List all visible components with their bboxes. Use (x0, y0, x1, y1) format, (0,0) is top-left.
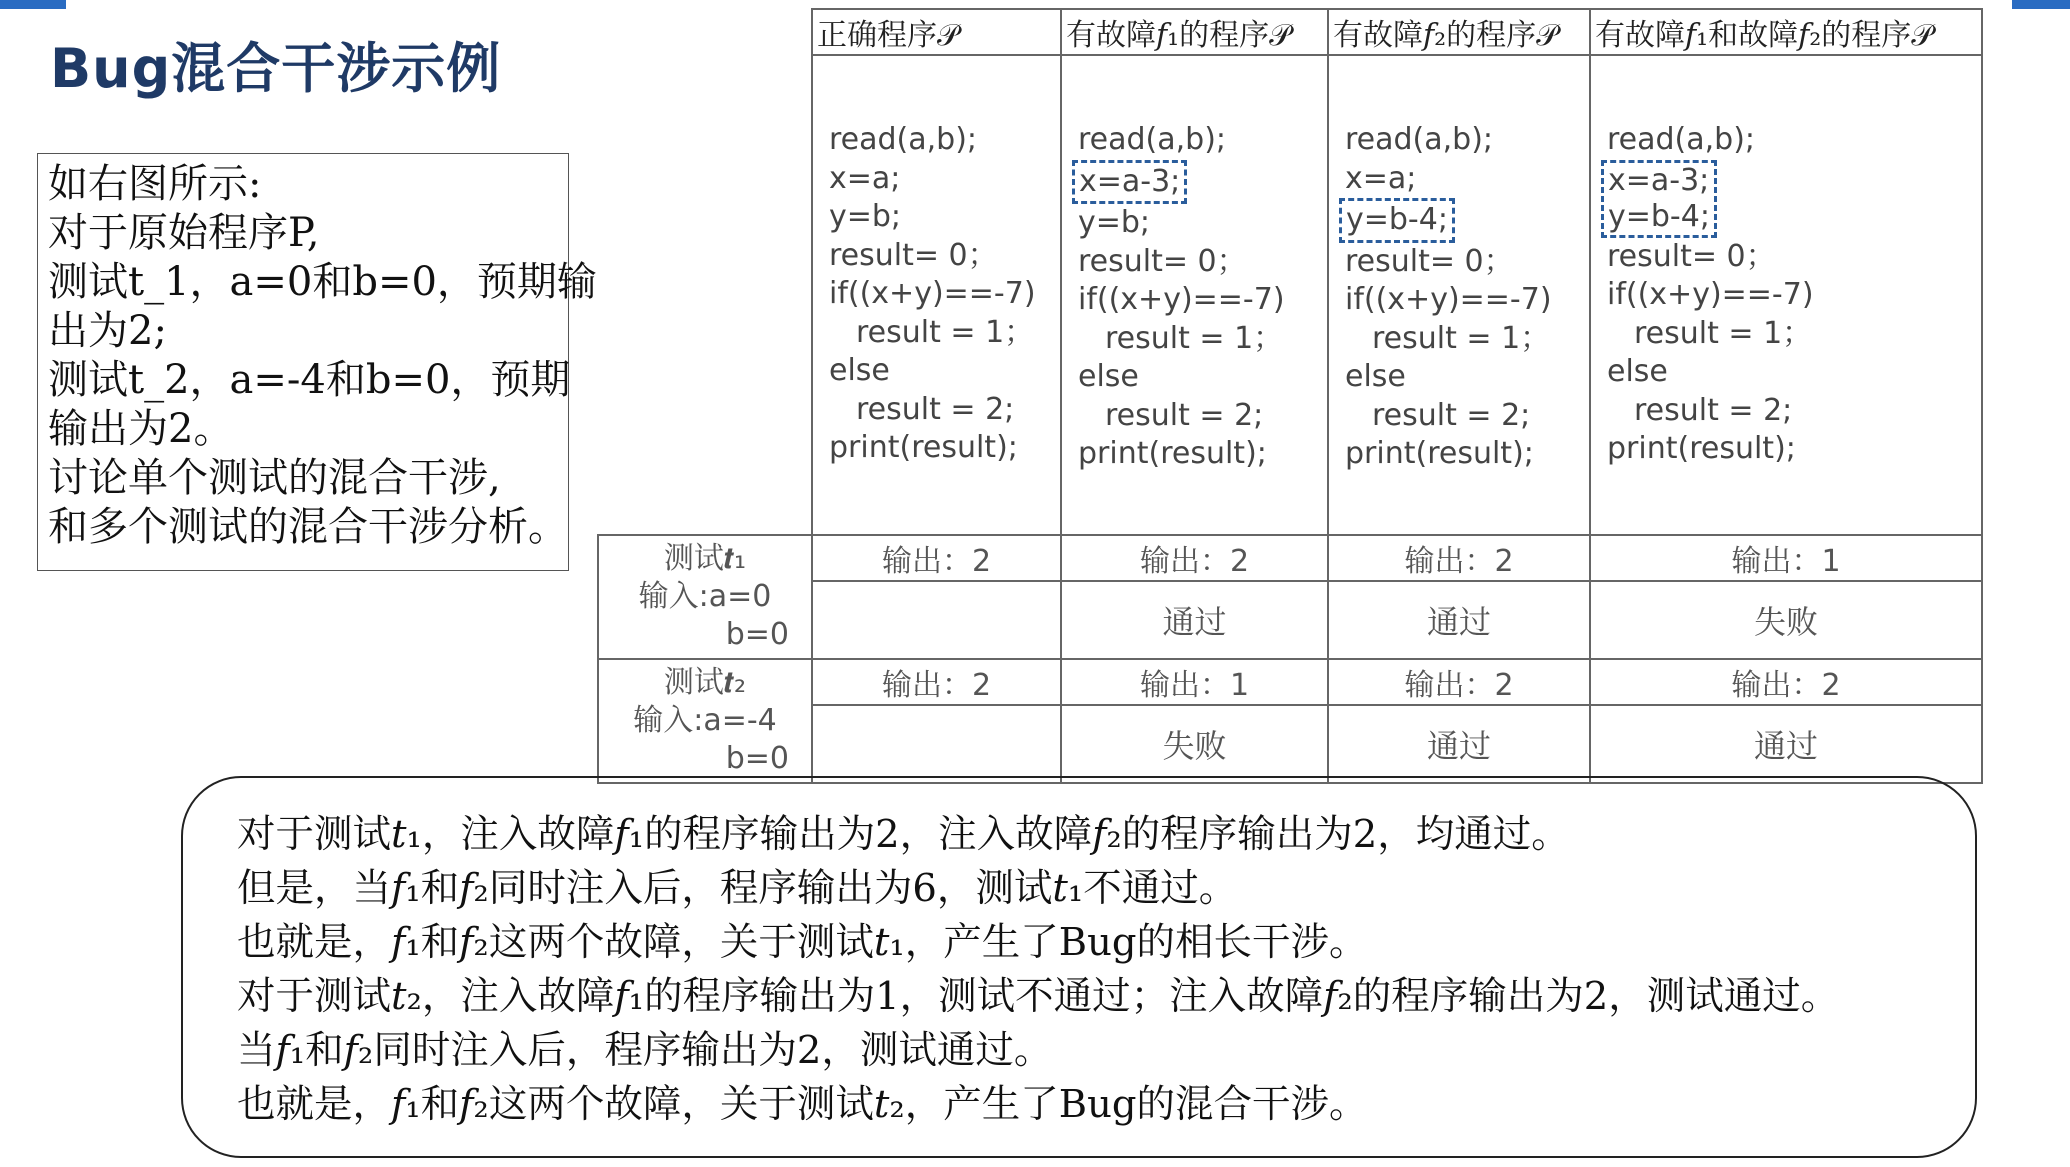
top-right-accent-bar (2012, 0, 2070, 9)
code-line: result = 1； (856, 314, 1035, 350)
code-line: result = 2; (856, 391, 1015, 427)
test2-output-correct: 输出：2 (812, 659, 1061, 705)
test2-input-a: 输入:a=-4 (633, 703, 777, 738)
test1-result-correct (812, 581, 1061, 659)
description-line: 和多个测试的混合干涉分析。 (48, 504, 568, 550)
test1-output-f1: 输出：2 (1061, 535, 1328, 581)
summary-line: 对于测试𝑡₁，注入故障𝑓₁的程序输出为2，注入故障𝑓₂的程序输出为2，均通过。 (237, 812, 1570, 857)
test2-label (598, 659, 812, 783)
description-line: 讨论单个测试的混合干涉, (48, 455, 501, 501)
test1-output-correct: 输出：2 (812, 535, 1061, 581)
test2-output-f1: 输出：1 (1061, 659, 1328, 705)
code-line: else (1345, 359, 1406, 394)
code-fault-f2-program (1328, 55, 1590, 535)
code-line: print(result); (829, 430, 1018, 465)
summary-line: 也就是，𝑓₁和𝑓₂这两个故障，关于测试𝑡₁，产生了Bug的相长干涉。 (237, 920, 1368, 965)
test2-output-f2: 输出：2 (1328, 659, 1590, 705)
code-line: if((x+y)==-7) (1345, 282, 1552, 317)
code-correct-program (812, 55, 1061, 535)
code-line: result = 1； (1372, 320, 1551, 356)
code-line: result = 1； (1634, 315, 1813, 351)
summary-box (181, 776, 1977, 1158)
description-box (37, 153, 597, 571)
code-line: print(result); (1078, 436, 1267, 471)
description-line: 输出为2。 (48, 406, 234, 452)
summary-line: 但是，当𝑓₁和𝑓₂同时注入后，程序输出为6，测试𝑡₁不通过。 (237, 866, 1238, 911)
test2-output-f1-f2: 输出：2 (1590, 659, 1982, 705)
code-line: read(a,b); (1078, 122, 1227, 157)
test2-result-correct (812, 705, 1061, 783)
header-fault-f1-program: 有故障𝑓₁的程序𝒫 (1061, 9, 1328, 55)
table-corner-blank (598, 9, 812, 535)
code-line: print(result); (1607, 431, 1796, 466)
test1-result-f1-f2: 失败 (1590, 581, 1982, 659)
test1-output-f2: 输出：2 (1328, 535, 1590, 581)
fault-f1-highlight: x=a-3; (1072, 160, 1187, 205)
description-line: 测试t_1，a=0和b=0，预期输 (48, 259, 597, 305)
code-line: result= 0； (1345, 243, 1514, 279)
code-line: else (1607, 354, 1668, 389)
summary-line: 当𝑓₁和𝑓₂同时注入后，程序输出为2，测试通过。 (237, 1028, 1053, 1073)
code-line: if((x+y)==-7) (829, 276, 1036, 311)
test2-result-f1-f2: 通过 (1590, 705, 1982, 783)
test1-name: 测试𝒕₁ (663, 541, 747, 576)
fault-f2-highlight: y=b-4; (1339, 198, 1455, 243)
code-line: x=a; (829, 160, 901, 196)
code-line: x=a; (1345, 160, 1417, 196)
code-line: result= 0； (1607, 238, 1776, 274)
code-line: read(a,b); (1345, 122, 1494, 157)
header-fault-f1-f2-program: 有故障𝑓₁和故障𝑓₂的程序𝒫 (1590, 9, 1982, 55)
code-line: result = 2; (1105, 397, 1264, 433)
test2-input-b: b=0 (725, 741, 789, 776)
description-line: 如右图所示: (48, 161, 262, 207)
code-fault-f1-program (1061, 55, 1328, 535)
test2-name: 测试𝒕₂ (663, 665, 747, 700)
test1-result-f2: 通过 (1328, 581, 1590, 659)
slide-title: Bug混合干涉示例 (50, 37, 502, 100)
test1-input-a: 输入:a=0 (638, 579, 772, 614)
summary-line: 也就是，𝑓₁和𝑓₂这两个故障，关于测试𝑡₂，产生了Bug的混合干涉。 (237, 1082, 1368, 1127)
description-line: 测试t_2，a=-4和b=0，预期 (48, 357, 571, 403)
code-line: print(result); (1345, 436, 1534, 471)
code-line: y=b-4; (1608, 198, 1710, 234)
code-line: result= 0； (1078, 243, 1247, 279)
test1-output-f1-f2: 输出：1 (1590, 535, 1982, 581)
top-left-accent-bar (0, 0, 66, 9)
test1-input-b: b=0 (725, 617, 789, 652)
test2-result-f1: 失败 (1061, 705, 1328, 783)
code-line: read(a,b); (829, 122, 978, 157)
description-line: 出为2; (48, 308, 167, 354)
fault-f1-f2-highlight (1601, 160, 1717, 238)
header-fault-f2-program: 有故障𝑓₂的程序𝒫 (1328, 9, 1590, 55)
code-line: result = 2; (1634, 392, 1793, 428)
code-line: if((x+y)==-7) (1607, 277, 1814, 312)
test1-label (598, 535, 812, 659)
code-line: if((x+y)==-7) (1078, 282, 1285, 317)
code-line: result = 2; (1372, 397, 1531, 433)
summary-line: 对于测试𝑡₂，注入故障𝑓₁的程序输出为1，测试不通过；注入故障𝑓₂的程序输出为2，测试通过。 (237, 974, 1840, 1019)
description-line: 对于原始程序P, (48, 210, 320, 256)
code-line: y=b; (1078, 205, 1151, 240)
test2-result-f2: 通过 (1328, 705, 1590, 783)
code-line: result= 0； (829, 237, 998, 273)
code-line: else (829, 353, 890, 388)
code-line: y=b; (829, 199, 902, 234)
program-comparison-table (597, 8, 1983, 784)
header-correct-program: 正确程序𝒫 (812, 9, 1061, 55)
code-fault-f1-f2-program (1590, 55, 1982, 535)
code-line: x=a-3; (1608, 162, 1710, 198)
test1-result-f1: 通过 (1061, 581, 1328, 659)
code-line: else (1078, 359, 1139, 394)
code-line: result = 1； (1105, 320, 1284, 356)
code-line: read(a,b); (1607, 122, 1756, 157)
